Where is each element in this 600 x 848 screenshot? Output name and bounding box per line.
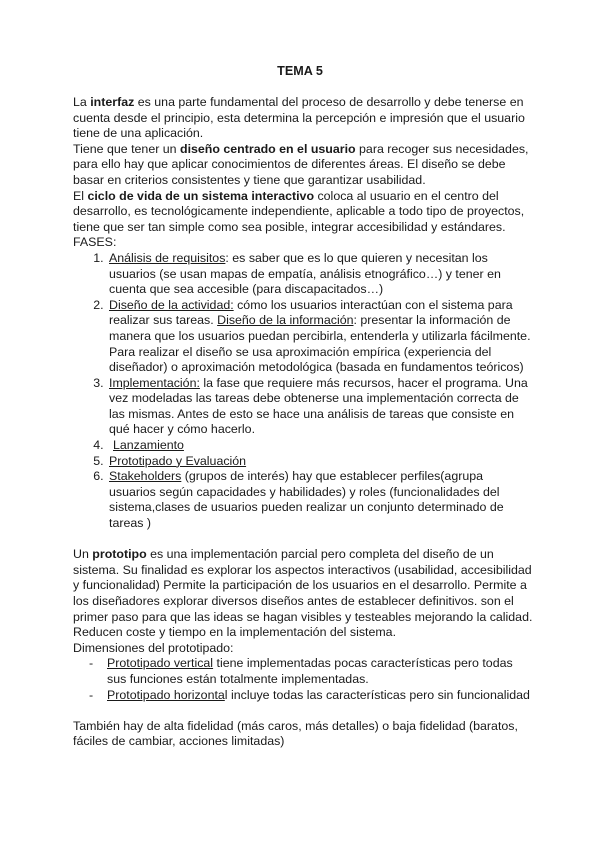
dimensiones-list bbox=[73, 656, 533, 703]
fase-item: 5. Prototipado y Evaluación bbox=[107, 454, 533, 470]
fase-item: 1. Análisis de requisitos: es saber que es lo que quieren y necesitan los usuarios (se usan mapas de empatía, análisis etnográfico…) y tener en cuenta que sea accesible (para discapacitados…) bbox=[107, 251, 533, 298]
dimensiones-label: Dimensiones del prototipado: bbox=[73, 640, 234, 655]
document-body bbox=[73, 95, 533, 750]
fase-item: 2. Diseño de la actividad: cómo los usuarios interactúan con el sistema para realizar sus tareas. Diseño de la información: presentar la información de manera que los usuarios puedan percibirla, entenderla y utilizarla fácilmente. Para realizar el diseño se usa aproximación empírica (experiencia del diseñador) o aproximación metodológica (basada en fundamentos teóricos) bbox=[107, 298, 533, 376]
page-title: TEMA 5 bbox=[277, 64, 323, 78]
fidelidad-paragraph: También hay de alta fidelidad (más caros, más detalles) o baja fidelidad (baratos, fáciles de cambiar, acciones limitadas) bbox=[73, 718, 518, 749]
ciclo-paragraph: El ciclo de vida de un sistema interactivo coloca al usuario en el centro del desarrollo, es tecnológicamente independiente, aplicable a todo tipo de proyectos, tiene que ser tan simple como sea posible, integrar accesibilidad y estándares. bbox=[73, 188, 525, 234]
prototipo-term: prototipo bbox=[92, 547, 147, 562]
spacer bbox=[73, 532, 533, 548]
dimension-item: - Prototipado vertical tiene implementadas pocas características pero todas sus funciones están totalmente implementadas. bbox=[107, 656, 533, 687]
dimension-item: - Prototipado horizontal incluye todas las características pero sin funcionalidad bbox=[107, 688, 533, 704]
ciclo-term: ciclo de vida de un sistema interactivo bbox=[87, 188, 315, 203]
fase-item: 6. Stakeholders (grupos de interés) hay que establecer perfiles(agrupa usuarios según capacidades y habilidades) y roles (funcionalidades del sistema,clases de usuarios pueden realizar un conjunto determinado de tareas ) bbox=[107, 469, 533, 531]
interfaz-paragraph: La interfaz es una parte fundamental del proceso de desarrollo y debe tenerse en cuenta desde el principio, esta determina la percepción e impresión que el usuario tiene de una aplicación. bbox=[73, 95, 525, 141]
fase-item: 4. Lanzamiento bbox=[107, 438, 533, 454]
diseno-usuario-term: diseño centrado en el usuario bbox=[180, 141, 356, 156]
fase-item: 3. Implementación: la fase que requiere más recursos, hacer el programa. Una vez modeladas las tareas debe obtenerse una implementación correcta de las mismas. Antes de esto se hace una análisis de tareas que consiste en qué hacer y cómo hacerlo. bbox=[107, 376, 533, 438]
interfaz-term: interfaz bbox=[90, 95, 135, 109]
diseno-usuario-paragraph: Tiene que tener un diseño centrado en el usuario para recoger sus necesidades, para ello hay que aplicar conocimientos de diferentes áreas. El diseño se debe basar en criterios consistentes y tiene que garantizar usabilidad. bbox=[73, 141, 529, 187]
fases-label: FASES: bbox=[73, 235, 117, 250]
fases-list bbox=[73, 251, 533, 532]
prototipo-paragraph: Un prototipo es una implementación parcial pero completa del diseño de un sistema. Su finalidad es explorar los aspectos interactivos (usabilidad, accesibilidad y funcionalidad) Permite la participación de los usuarios en el desarrollo. Permite a los diseñadores explorar diversos diseños antes de establecer definitivos. son el primer paso para que las ideas se hagan visibles y testeables mejorando la calidad. Reducen coste y tiempo en la implementación del sistema. bbox=[73, 547, 533, 640]
spacer bbox=[73, 703, 533, 719]
